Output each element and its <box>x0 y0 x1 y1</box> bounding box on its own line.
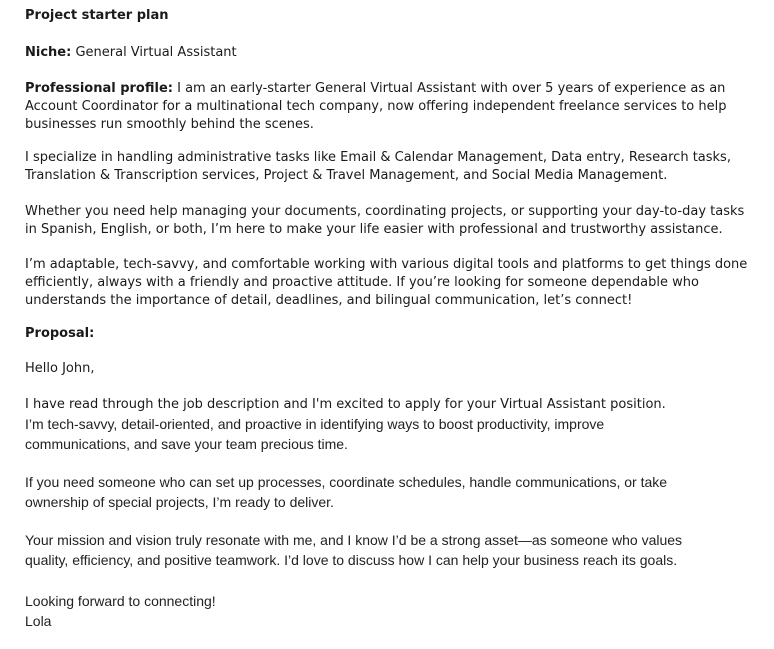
mission-line: quality, efficiency, and positive teamwork. I’d love to discuss how I can help your business reach its goals. <box>25 551 678 568</box>
mission-line: Your mission and vision truly resonate with me, and I know I’d be a strong asset—as someone who values <box>25 532 683 548</box>
niche-label: Niche: <box>25 45 72 60</box>
niche-paragraph <box>25 44 755 62</box>
techsavvy-line: I’m tech-savvy, detail-oriented, and proactive in identifying ways to boost productivity, improve <box>25 416 605 432</box>
profile-intro-paragraph <box>25 80 745 134</box>
setup-line: ownership of special projects, I’m ready to deliver. <box>25 493 334 510</box>
proposal-label: Proposal: <box>25 326 95 341</box>
profile-adaptable-paragraph: I’m adaptable, tech-savvy, and comfortable working with various digital tools and platforms to get things done efficiently, always with a friendly and proactive attitude. If you’re looking for someone dependable who understands the importance of detail, deadlines, and bilingual communication, let’s connect! <box>25 257 748 308</box>
document-title: Project starter plan <box>25 8 169 23</box>
profile-specialize-paragraph: I specialize in handling administrative tasks like Email & Calendar Management, Data entry, Research tasks, Translation & Transcription services, Project & Travel Management, and Social Media Management. <box>25 150 731 183</box>
setup-line: If you need someone who can set up processes, coordinate schedules, handle communications, or take <box>25 474 668 490</box>
signature-name: Lola <box>25 612 52 629</box>
closing-line: Looking forward to connecting! <box>25 593 216 609</box>
profile-label: Professional profile: <box>25 81 173 96</box>
proposal-techsavvy-paragraph <box>25 415 755 454</box>
proposal-setup-paragraph <box>25 473 755 512</box>
profile-intro-text: I am an early-starter General Virtual Assistant with over 5 years of experience as an Account Coordinator for a multinational tech company, now offering independent freelance services to help businesses run smoothly behind the scenes. <box>25 81 727 132</box>
proposal-read-paragraph: I have read through the job description and I'm excited to apply for your Virtual Assistant position. <box>25 397 666 412</box>
proposal-greeting: Hello John, <box>25 361 95 376</box>
profile-whether-paragraph: Whether you need help managing your documents, coordinating projects, or supporting your day-to-day tasks in Spanish, English, or both, I’m here to make your life easier with professional and trustworthy assistance. <box>25 204 745 237</box>
proposal-mission-paragraph <box>25 531 755 570</box>
niche-value: General Virtual Assistant <box>71 45 237 60</box>
proposal-signoff <box>25 592 755 631</box>
techsavvy-line: communications, and save your team precious time. <box>25 435 348 452</box>
